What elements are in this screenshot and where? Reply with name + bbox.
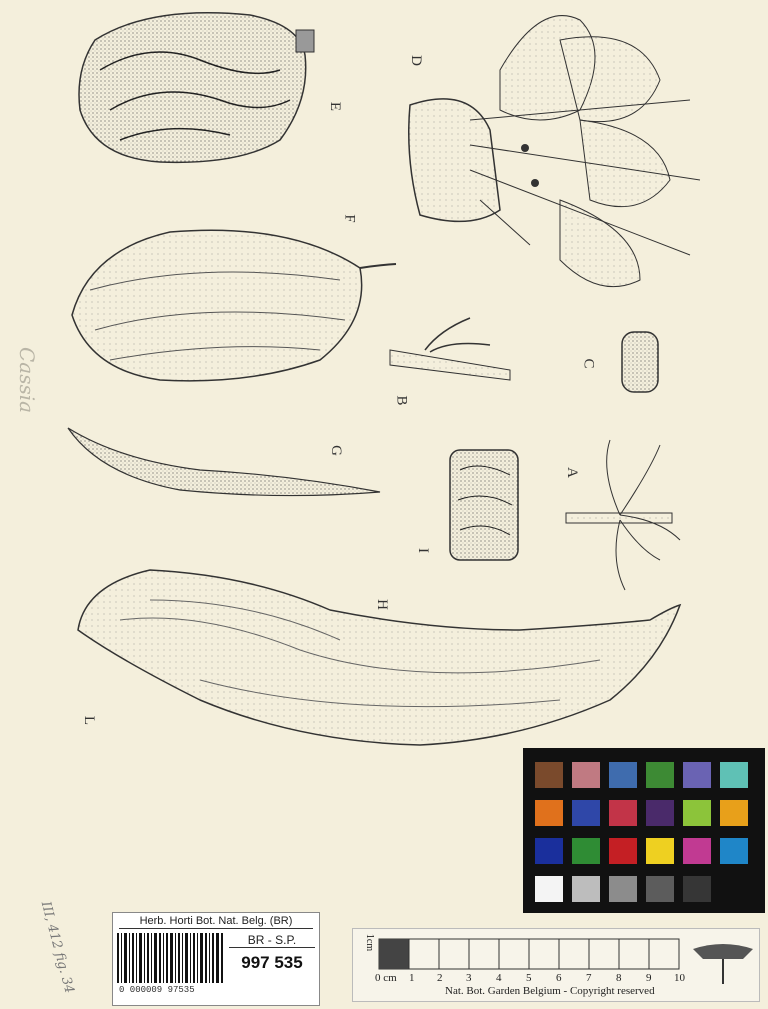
plate-letter-c: C <box>580 358 597 369</box>
scale-tick: 10 <box>674 972 685 984</box>
figure-c-seed <box>622 332 658 392</box>
color-calibration-chart <box>523 748 765 913</box>
color-swatch <box>646 762 674 788</box>
scale-unit: 1cm <box>364 933 376 952</box>
color-swatch <box>609 876 637 902</box>
scale-tick: 0 cm <box>375 972 397 984</box>
color-swatch <box>572 838 600 864</box>
figure-g-pod-side <box>68 428 380 496</box>
plate-letter-i: I <box>415 548 431 553</box>
plate-letter-f: F <box>341 214 358 223</box>
plate-letter-b: B <box>393 395 410 406</box>
color-swatch <box>720 762 748 788</box>
color-swatch <box>535 838 563 864</box>
color-swatch <box>535 876 563 902</box>
scale-tick: 5 <box>526 972 532 984</box>
color-swatch <box>683 762 711 788</box>
color-swatch <box>683 838 711 864</box>
color-swatch <box>646 876 674 902</box>
handwriting-annotation: III, 412 fig. 34 <box>37 899 77 996</box>
plate-letter-a: A <box>563 467 580 478</box>
color-swatch <box>720 800 748 826</box>
specimen-number: 997 535 <box>241 953 303 972</box>
scale-tick: 7 <box>586 972 592 984</box>
figure-f-pod <box>72 230 396 381</box>
color-swatch <box>572 800 600 826</box>
color-swatch <box>683 876 711 902</box>
garden-logo-icon <box>693 944 753 984</box>
plate-letter-l: L <box>81 715 98 726</box>
color-swatch <box>535 762 563 788</box>
figure-a-flower-detail <box>566 440 680 590</box>
scale-tick: 1 <box>409 972 415 984</box>
color-swatch <box>646 838 674 864</box>
figure-d-flower <box>409 16 700 287</box>
color-swatch <box>646 800 674 826</box>
color-swatch <box>720 876 748 902</box>
plate-letter-h: H <box>373 599 390 610</box>
label-bs: BR - S.P. <box>229 933 315 948</box>
copyright-caption: Nat. Bot. Garden Belgium - Copyright reserved <box>445 985 655 997</box>
color-swatch <box>572 762 600 788</box>
plate-letter-e: E <box>327 101 344 112</box>
color-swatch <box>683 800 711 826</box>
scale-tick: 8 <box>616 972 622 984</box>
plate-letter-d: D <box>407 55 424 66</box>
plate-letter-g: G <box>327 445 344 456</box>
scale-tick: 6 <box>556 972 562 984</box>
barcode-number: 0 000009 97535 <box>119 985 195 995</box>
figure-i-seed <box>450 450 518 560</box>
figure-e-seed <box>79 13 314 163</box>
figure-h-large-pod <box>78 570 680 745</box>
color-swatch <box>609 762 637 788</box>
color-swatch <box>720 838 748 864</box>
color-swatch <box>572 876 600 902</box>
herbarium-name: Herb. Horti Bot. Nat. Belg. (BR) <box>119 915 313 929</box>
scale-tick: 9 <box>646 972 652 984</box>
handwriting-left: Cassia <box>15 346 40 414</box>
barcode <box>117 933 223 983</box>
scale-tick: 4 <box>496 972 502 984</box>
herbarium-label <box>112 912 320 1006</box>
scale-tick: 2 <box>437 972 443 984</box>
figure-b-branch <box>390 318 510 380</box>
color-swatch <box>535 800 563 826</box>
color-swatch <box>609 838 637 864</box>
color-swatch <box>609 800 637 826</box>
scale-bar <box>352 928 760 1002</box>
scale-tick: 3 <box>466 972 472 984</box>
